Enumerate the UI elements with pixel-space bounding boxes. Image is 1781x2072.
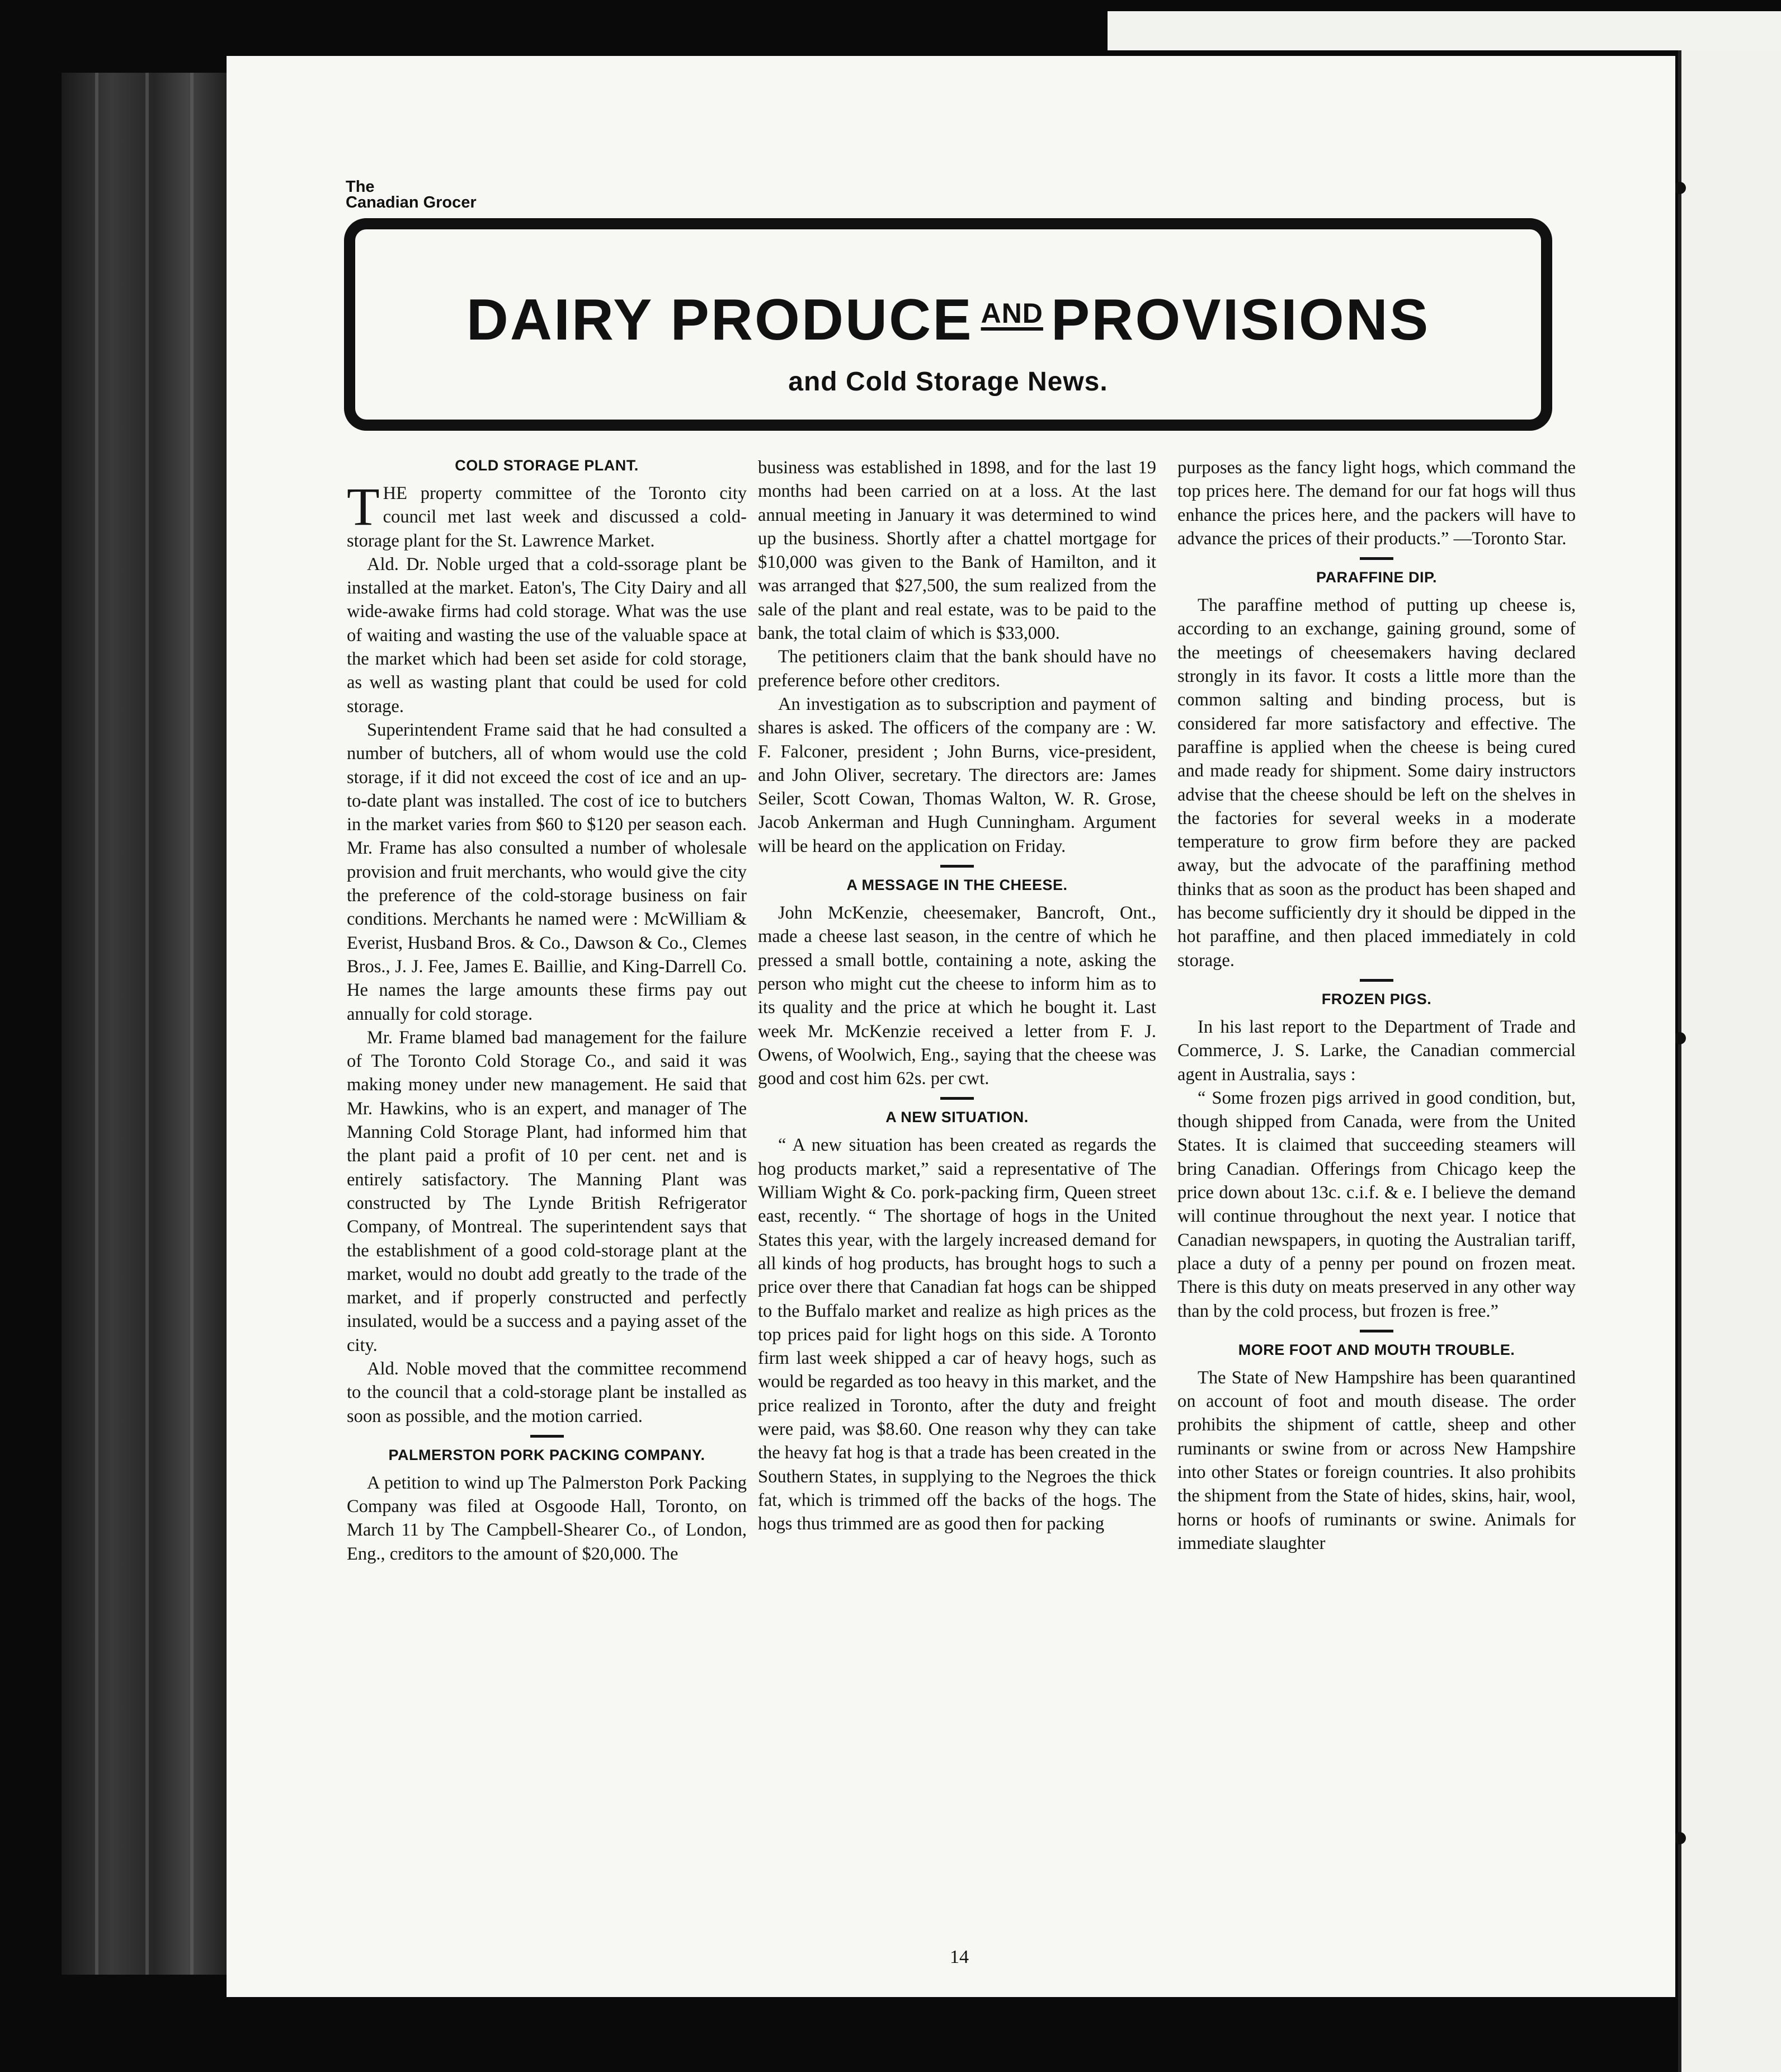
article-paragraph: The paraffine method of putting up cheese is, according to an exchange, gaining ground, some of the meetings of cheesemakers having declared strongly in its favor. It costs a little more than the common salting and binding process, but is considered far more satisfactory and effective. The paraffine is applied when the cheese is being cured and made ready for shipment. Some dairy instructors advise that the cheese should be left on the shelves in the factories for several weeks in a moderate temperature to grow firm before they are packed away, but the advocate of the paraffining method thinks that as soon as the product has been shaped and has become sufficiently dry it should be dipped in the hot paraffine, and then placed immediately in cold storage. (1177, 595, 1576, 971)
masthead-line1: The (346, 178, 375, 196)
section-divider (940, 1097, 974, 1100)
article-paragraph: “ A new situation has been created as regards the hog products market,” said a representative of The William Wight & Co. pork-packing firm, Queen street east, recently. “ The shortage of hogs in the United States this year, with the largely increased demand for all kinds of hog products, has brought hogs to such a price over there that Canadian fat hogs can be shipped to the Buffalo market and realize as high prices as the top prices paid for light hogs on this side. A Toronto firm last week shipped a car of heavy hogs, such as would be regarded as too heavy in this market, and the price realized in Toronto, after the duty and freight were paid, was $8.60. One reason why they can take the heavy fat hog is that a trade has been created in the Southern States, in supplying to the Negroes the thick fat, which is trimmed off the backs of the hogs. The hogs thus trimmed are as good then for packing (758, 1135, 1156, 1534)
article-paragraph: John McKenzie, cheesemaker, Bancroft, Ont., made a cheese last season, in the centre of which he pressed a small bottle, containing a note, asking the person who might cut the cheese to inform him as to its quality and the price at which he bought it. Last week Mr. McKenzie received a letter from F. J. Owens, of Woolwich, Eng., saying that the cheese was good and cost him 62s. per cwt. (758, 903, 1156, 1089)
section-divider (1360, 979, 1393, 982)
article-paragraph: In his last report to the Department of Trade and Commerce, J. S. Larke, the Canadian commercial agent in Australia, says : (1177, 1016, 1576, 1085)
article-paragraph: A petition to wind up The Palmerston Pork Packing Company was filed at Osgoode Hall, Toronto, on March 11 by The Campbell-Shearer Co., of London, Eng., creditors to the amount of $20,000. The (347, 1472, 747, 1564)
section-divider (1360, 1330, 1393, 1332)
article-paragraph: The State of New Hampshire has been quarantined on account of foot and mouth disease. The order prohibits the shipment of cattle, sheep and other ruminants or swine from or across New Hampshire into other States or foreign countries. It also prohibits the shipment from the State of hides, skins, hair, wool, horns or hoofs of ruminants or swine. Animals for immediate slaughter (1177, 1367, 1576, 1553)
section-title (355, 282, 1541, 351)
title-part1: DAIRY PRODUCE (466, 288, 973, 352)
page-number: 14 (950, 1947, 969, 1967)
section-divider (940, 865, 974, 868)
article-paragraph: Ald. Dr. Noble urged that a cold-ssorage plant be installed at the market. Eaton's, The City Dairy and all wide-awake firms had cold storage. What was the use of waiting and wasting the use of the valuable space at the market which had been set aside for cold storage, as well as wasting plant that could be used for cold storage. (347, 554, 747, 717)
article-heading: PALMERSTON PORK PACKING COMPANY. (388, 1446, 705, 1463)
masthead-line2: Canadian Grocer (346, 194, 477, 211)
column-3 (1177, 456, 1576, 1944)
article-heading: COLD STORAGE PLANT. (455, 457, 639, 474)
paragraph-text: HE property committee of the Toronto city council met last week and discussed a cold-storage plant for the St. Lawrence Market. (347, 483, 747, 551)
book-binding (62, 73, 229, 1975)
article-heading: A NEW SITUATION. (885, 1109, 1029, 1126)
article-heading: A MESSAGE IN THE CHEESE. (846, 877, 1068, 894)
newspaper-page (227, 56, 1675, 1997)
masthead (346, 179, 477, 210)
column-2 (758, 456, 1156, 1944)
article-paragraph: “ Some frozen pigs arrived in good condition, but, though shipped from Canada, were from the United States. It is claimed that succeeding steamers will bring Canadian. Offerings from Chicago keep the price down about 13c. c.i.f. & e. I believe the demand will continue throughout the next year. I notice that Canadian newspapers, in quoting the Australian tariff, place a duty of a penny per pound on frozen meat. There is this duty on meats preserved in any other way than by the cold process, but frozen is free.” (1177, 1087, 1576, 1321)
article-heading: FROZEN PIGS. (1321, 990, 1432, 1007)
title-part2: PROVISIONS (1050, 288, 1430, 352)
article-paragraph: Ald. Noble moved that the committee recommend to the council that a cold-storage plant be installed as soon as possible, and the motion carried. (347, 1358, 747, 1426)
column-1 (347, 456, 747, 1944)
adjacent-page-strip (1678, 50, 1781, 2072)
article-heading: PARAFFINE DIP. (1316, 569, 1438, 586)
article-paragraph: An investigation as to subscription and payment of shares is asked. The officers of the company are : W. F. Falconer, president ; John Burns, vice-president, and John Oliver, secretary. The directors are: James Seiler, Scott Cowan, Thomas Walton, W. R. Grose, Jacob Ankerman and Hugh Cunningham. Argument will be heard on the application on Friday. (758, 694, 1156, 856)
drop-cap: T (347, 477, 380, 536)
adjacent-page-edge (1108, 11, 1781, 50)
section-header-box (344, 218, 1552, 431)
section-subtitle: and Cold Storage News. (788, 367, 1108, 397)
article-paragraph: The petitioners claim that the bank should have no preference before other creditors. (758, 647, 1156, 691)
article-paragraph (347, 477, 747, 553)
title-and: AND (981, 298, 1043, 329)
article-paragraph: business was established in 1898, and for the last 19 months had been carried on at a loss. At the last annual meeting in January it was determined to wind up the business. Shortly after a chattel mortgage for $10,000 was given to the Bank of Hamilton, and it was arranged that $27,500, the sum realized from the sale of the plant and real estate, was to be paid to the bank, the total claim of which is $33,000. (758, 458, 1156, 644)
section-divider (1360, 557, 1393, 560)
article-heading: MORE FOOT AND MOUTH TROUBLE. (1238, 1341, 1515, 1358)
article-paragraph: purposes as the fancy light hogs, which command the top prices here. The demand for our fat hogs will thus enhance the prices here, and the packers will have to advance the prices of their products.” —Toronto Star. (1177, 458, 1576, 549)
article-paragraph: Mr. Frame blamed bad management for the failure of The Toronto Cold Storage Co., and said it was making money under new management. He said that Mr. Hawkins, who is an expert, and manager of The Manning Cold Storage Plant, had informed him that the plant paid a profit of 10 per cent. net and is entirely satisfactory. The Manning Plant was constructed by The Lynde British Refrigerator Company, of Montreal. The superintendent says that the establishment of a good cold-storage plant at the market, would no doubt add greatly to the trade of the market, and if properly constructed and perfectly insulated, would be a success and a paying asset of the city. (347, 1027, 747, 1355)
section-divider (530, 1435, 564, 1438)
article-paragraph: Superintendent Frame said that he had consulted a number of butchers, all of whom would use the cold storage, if it did not exceed the cost of ice and an up-to-date plant was installed. The cost of ice to butchers in the market varies from $60 to $120 per season each. Mr. Frame has also consulted a number of wholesale provision and fruit merchants, who would give the city the preference of the cold-storage business on fair conditions. Merchants he named were : McWilliam & Everist, Husband Bros. & Co., Dawson & Co., Clemes Bros., J. J. Fee, James E. Baillie, and King-Darrell Co. He names the large amounts these firms pay out annually for cold storage. (347, 719, 747, 1024)
